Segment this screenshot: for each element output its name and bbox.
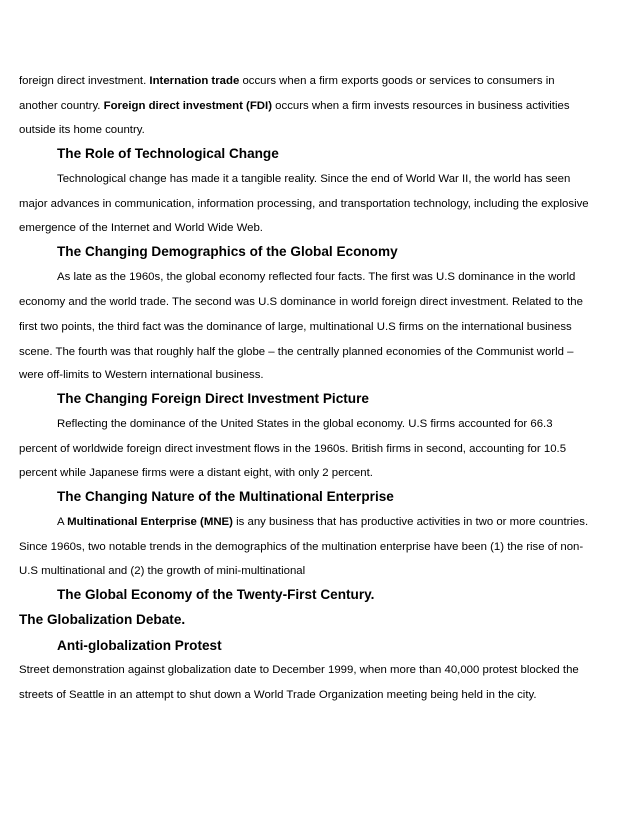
tech-line-2: major advances in communication, information processing, and transportation technology, including the explosive bbox=[19, 198, 589, 210]
intro-text: occurs when a firm invests resources in business activities bbox=[272, 100, 570, 112]
heading-demographics: The Changing Demographics of the Global Economy bbox=[57, 244, 398, 259]
fdi-line-3: percent while Japanese firms were a distant eight, with only 2 percent. bbox=[19, 467, 373, 479]
mne-text: is any business that has productive activities in two or more countries. bbox=[232, 516, 589, 528]
heading-tech-change: The Role of Technological Change bbox=[57, 146, 279, 161]
heading-mne: The Changing Nature of the Multinational Enterprise bbox=[57, 489, 394, 504]
term-fdi: Foreign direct investment (FDI) bbox=[103, 100, 272, 112]
mne-line-2: Since 1960s, two notable trends in the demographics of the multination enterprise have been (1) the rise of non- bbox=[19, 541, 584, 553]
mne-line-1 bbox=[57, 515, 588, 529]
term-international-trade: Internation trade bbox=[149, 75, 240, 87]
intro-line-3: outside its home country. bbox=[19, 124, 145, 136]
fdi-line-2: percent of worldwide foreign direct investment flows in the 1960s. British firms in second, accounting for 10.5 bbox=[19, 443, 567, 455]
mne-text: A bbox=[57, 516, 68, 528]
intro-line-2 bbox=[19, 99, 570, 113]
intro-text: foreign direct investment. bbox=[19, 75, 150, 87]
demographics-line-2: economy and the world trade. The second was U.S dominance in world foreign direct investment. Related to the bbox=[19, 296, 583, 308]
heading-global-economy: The Global Economy of the Twenty-First Century. bbox=[57, 587, 375, 602]
fdi-line-1: Reflecting the dominance of the United States in the global economy. U.S firms accounted for 66.3 bbox=[57, 418, 553, 430]
tech-line-1: Technological change has made it a tangible reality. Since the end of World War II, the world has seen bbox=[57, 173, 571, 185]
intro-text: occurs when a firm exports goods or services to consumers in bbox=[239, 75, 555, 87]
term-mne: Multinational Enterprise (MNE) bbox=[67, 516, 233, 528]
heading-globalization-debate: The Globalization Debate. bbox=[19, 612, 186, 627]
protest-line-1: Street demonstration against globalization date to December 1999, when more than 40,000 protest blocked the bbox=[19, 664, 579, 676]
intro-text: another country. bbox=[19, 100, 104, 112]
demographics-line-5: were off-limits to Western international business. bbox=[19, 369, 264, 381]
tech-line-3: emergence of the Internet and World Wide Web. bbox=[19, 222, 263, 234]
mne-line-3: U.S multinational and (2) the growth of mini-multinational bbox=[19, 565, 306, 577]
demographics-line-1: As late as the 1960s, the global economy reflected four facts. The first was U.S dominance in the world bbox=[57, 271, 576, 283]
heading-fdi-picture: The Changing Foreign Direct Investment Picture bbox=[57, 391, 369, 406]
demographics-line-4: scene. The fourth was that roughly half the globe – the centrally planned economies of the Communist world – bbox=[19, 346, 574, 358]
protest-line-2: streets of Seattle in an attempt to shut down a World Trade Organization meeting being held in the city. bbox=[19, 689, 537, 701]
intro-line-1 bbox=[19, 74, 555, 88]
heading-anti-globalization: Anti-globalization Protest bbox=[57, 638, 222, 653]
demographics-line-3: first two points, the third fact was the dominance of large, multinational U.S firms on the international business bbox=[19, 321, 572, 333]
